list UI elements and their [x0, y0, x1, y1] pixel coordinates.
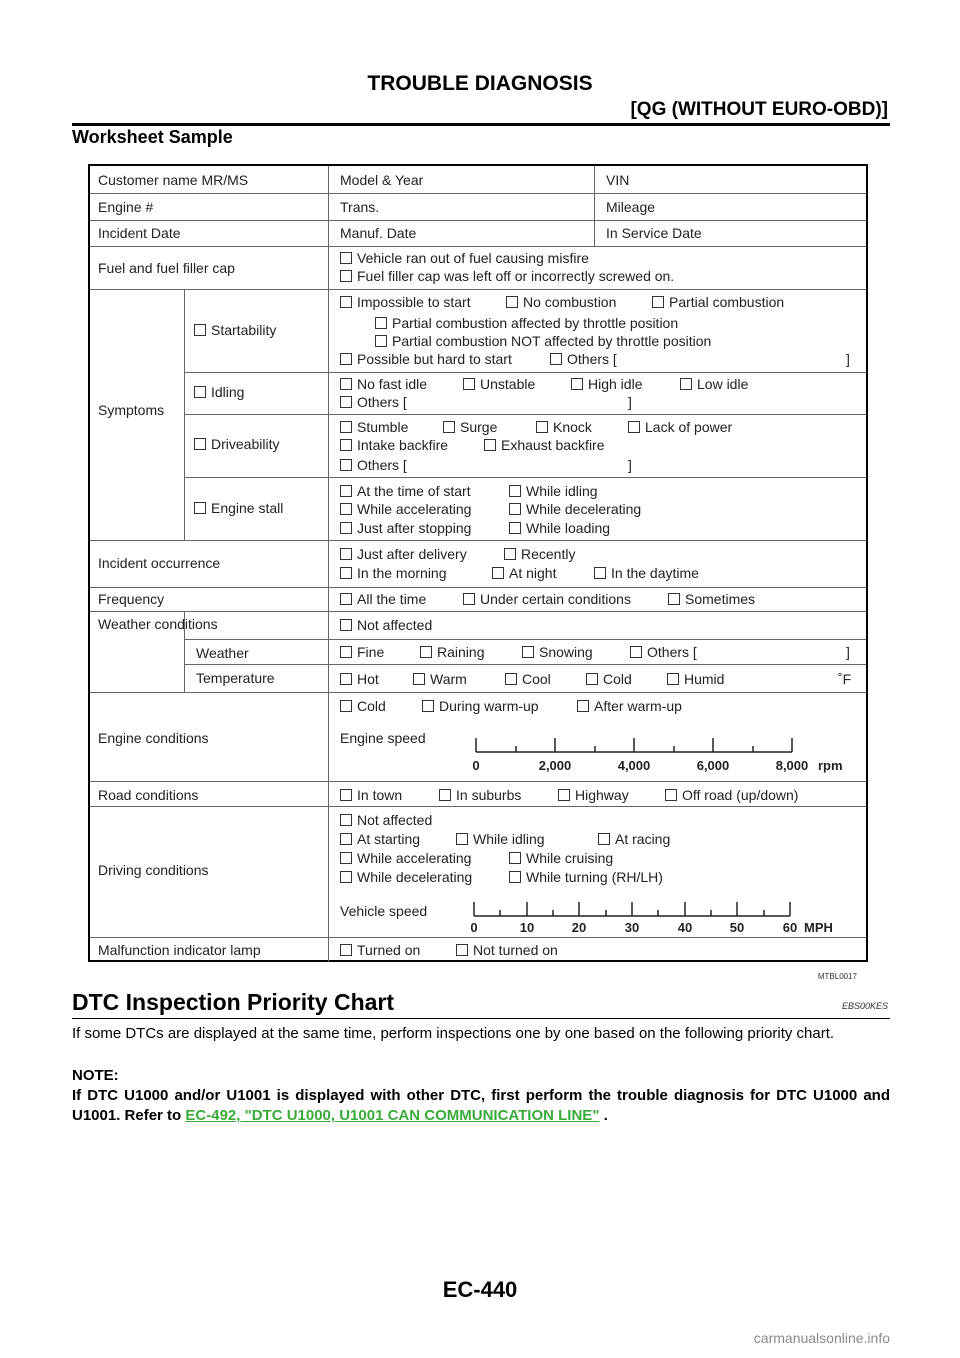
checkbox[interactable]	[194, 324, 206, 336]
worksheet-title: Worksheet Sample	[72, 127, 233, 147]
checkbox[interactable]	[509, 485, 521, 497]
row-divider	[90, 220, 866, 221]
driving-option[interactable]: Not affected	[340, 812, 432, 828]
rpm-tick-label: 0	[472, 758, 480, 773]
driving-conditions-label: Driving conditions	[98, 862, 209, 878]
mph-tick-label: 50	[729, 920, 745, 935]
column-divider	[328, 166, 329, 962]
checkbox[interactable]	[340, 485, 352, 497]
symptoms-label: Symptoms	[98, 402, 165, 418]
frequency-label: Frequency	[98, 591, 165, 607]
checkbox[interactable]	[340, 852, 352, 864]
row-divider	[184, 664, 866, 665]
frequency-option[interactable]: All the time	[340, 591, 426, 607]
checkbox[interactable]	[630, 646, 642, 658]
temperature-option[interactable]: Warm	[413, 671, 467, 687]
driveability-option[interactable]: Driveability	[194, 436, 279, 452]
row-divider	[184, 477, 866, 478]
row-divider	[184, 372, 866, 373]
rpm-unit: rpm	[818, 758, 843, 773]
checkbox[interactable]	[484, 439, 496, 451]
checkbox[interactable]	[340, 700, 352, 712]
start-option[interactable]: Partial combustion	[652, 294, 784, 310]
bracket: ]	[846, 351, 850, 367]
checkbox[interactable]	[550, 353, 562, 365]
checkbox[interactable]	[375, 335, 387, 347]
figure-code: MTBL0017	[817, 972, 857, 981]
temperature-unit: ˚F	[838, 671, 852, 687]
checkbox[interactable]	[194, 438, 206, 450]
checkbox[interactable]	[439, 789, 451, 801]
temperature-option[interactable]: Hot	[340, 671, 379, 687]
checkbox[interactable]	[463, 378, 475, 390]
stall-option[interactable]: While accelerating	[340, 501, 471, 517]
mileage-label: Mileage	[606, 199, 656, 215]
driving-option[interactable]: While turning (RH/LH)	[509, 869, 663, 885]
column-divider	[184, 289, 185, 540]
mil-option[interactable]: Not turned on	[456, 942, 558, 958]
row-divider	[90, 246, 866, 247]
road-option[interactable]: In suburbs	[439, 787, 521, 803]
reference-link[interactable]: EC-492, "DTC U1000, U1001 CAN COMMUNICATION LINE"	[185, 1107, 600, 1124]
checkbox[interactable]	[667, 673, 679, 685]
idling-option[interactable]: Idling	[194, 384, 244, 400]
idle-option[interactable]: Low idle	[680, 376, 748, 392]
model-year-label: Model & Year	[340, 172, 424, 188]
checkbox[interactable]	[413, 673, 425, 685]
startability-option[interactable]: Startability	[194, 322, 276, 338]
mph-unit: MPH	[804, 920, 833, 935]
start-option[interactable]: Possible but hard to start	[340, 351, 512, 367]
drive-option[interactable]: Lack of power	[628, 419, 732, 435]
in-service-date-label: In Service Date	[606, 225, 702, 241]
occurrence-option[interactable]: At night	[492, 565, 556, 581]
page-header-subtitle: [QG (WITHOUT EURO-OBD)]	[630, 99, 888, 120]
engine-conditions-label: Engine conditions	[98, 730, 209, 746]
checkbox[interactable]	[522, 646, 534, 658]
trans-label: Trans.	[340, 199, 380, 215]
checkbox[interactable]	[340, 833, 352, 845]
checkbox[interactable]	[504, 548, 516, 560]
road-option[interactable]: Highway	[558, 787, 629, 803]
checkbox[interactable]	[509, 852, 521, 864]
drive-option[interactable]: Others [	[340, 457, 407, 473]
bracket: ]	[628, 457, 632, 473]
checkbox[interactable]	[340, 396, 352, 408]
driving-option[interactable]: At starting	[340, 831, 420, 847]
checkbox[interactable]	[492, 567, 504, 579]
section-title: DTC Inspection Priority Chart	[72, 989, 395, 1015]
occurrence-option[interactable]: In the daytime	[594, 565, 699, 581]
rpm-tick-label: 6,000	[696, 758, 730, 773]
checkbox[interactable]	[665, 789, 677, 801]
weather-option[interactable]: Others [	[630, 644, 697, 660]
checkbox[interactable]	[340, 459, 352, 471]
drive-option[interactable]: Surge	[443, 419, 497, 435]
checkbox[interactable]	[509, 871, 521, 883]
checkbox[interactable]	[505, 673, 517, 685]
checkbox[interactable]	[340, 522, 352, 534]
mph-tick-label: 0	[470, 920, 478, 935]
header-rule	[72, 123, 890, 126]
bracket: ]	[846, 644, 850, 660]
weather-option[interactable]: Raining	[420, 644, 484, 660]
vehicle-speed-label: Vehicle speed	[340, 903, 428, 919]
row-divider	[184, 639, 866, 640]
mph-tick-label: 20	[571, 920, 587, 935]
driving-option[interactable]: While decelerating	[340, 869, 472, 885]
stall-option[interactable]: Just after stopping	[340, 520, 471, 536]
row-divider	[90, 781, 866, 782]
checkbox[interactable]	[340, 646, 352, 658]
weather-label: Weather	[196, 645, 249, 661]
checkbox[interactable]	[340, 353, 352, 365]
incident-occurrence-label: Incident occurrence	[98, 555, 221, 571]
checkbox[interactable]	[340, 270, 352, 282]
temperature-option[interactable]: Humid	[667, 671, 724, 687]
temperature-option[interactable]: Cold	[586, 671, 632, 687]
customer-name-label: Customer name MR/MS	[98, 172, 249, 188]
checkbox[interactable]	[340, 421, 352, 433]
road-option[interactable]: Off road (up/down)	[665, 787, 798, 803]
checkbox[interactable]	[340, 439, 352, 451]
checkbox[interactable]	[509, 503, 521, 515]
engine-stall-option[interactable]: Engine stall	[194, 500, 283, 516]
checkbox[interactable]	[422, 700, 434, 712]
checkbox[interactable]	[340, 593, 352, 605]
mph-tick-label: 10	[519, 920, 535, 935]
stall-option[interactable]: At the time of start	[340, 483, 471, 499]
note-body	[72, 1086, 890, 1126]
driving-option[interactable]: At racing	[598, 831, 670, 847]
drive-option[interactable]: Knock	[536, 419, 592, 435]
checkbox[interactable]	[668, 593, 680, 605]
checkbox[interactable]	[443, 421, 455, 433]
engine-condition-option[interactable]: Cold	[340, 698, 386, 714]
row-divider	[90, 806, 866, 807]
row-divider	[90, 540, 866, 541]
checkbox[interactable]	[340, 548, 352, 560]
vehicle-speed-scale	[460, 898, 860, 938]
checkbox[interactable]	[194, 502, 206, 514]
checkbox[interactable]	[628, 421, 640, 433]
section-rule	[72, 1018, 890, 1019]
checkbox[interactable]	[340, 252, 352, 264]
checkbox[interactable]	[194, 386, 206, 398]
checkbox[interactable]	[652, 296, 664, 308]
checkbox[interactable]	[340, 619, 352, 631]
temperature-label: Temperature	[196, 670, 275, 686]
mph-tick-label: 30	[624, 920, 640, 935]
column-divider	[594, 166, 595, 246]
checkbox[interactable]	[340, 503, 352, 515]
idle-option[interactable]: Others [	[340, 394, 407, 410]
checkbox[interactable]	[680, 378, 692, 390]
fuel-label: Fuel and fuel filler cap	[98, 260, 235, 276]
start-option[interactable]: Impossible to start	[340, 294, 471, 310]
frequency-option[interactable]: Under certain conditions	[463, 591, 631, 607]
engine-speed-scale	[460, 732, 860, 776]
road-conditions-label: Road conditions	[98, 787, 199, 803]
checkbox[interactable]	[506, 296, 518, 308]
engine-speed-label: Engine speed	[340, 730, 426, 746]
start-option[interactable]: Partial combustion affected by throttle position	[375, 315, 678, 331]
checkbox[interactable]	[340, 871, 352, 883]
weather-option[interactable]: Snowing	[522, 644, 593, 660]
weather-conditions-label: Weather conditions	[98, 616, 218, 632]
fuel-option[interactable]: Vehicle ran out of fuel causing misfire	[340, 250, 589, 266]
note-text: If DTC U1000 and/or U1001 is displayed with other DTC, first perform the trouble diagnosis for DTC U1000 and U1001. Refer to	[72, 1087, 890, 1124]
idle-option[interactable]: High idle	[571, 376, 642, 392]
frequency-option[interactable]: Sometimes	[668, 591, 755, 607]
engine-no-label: Engine #	[98, 199, 154, 215]
checkbox[interactable]	[594, 567, 606, 579]
note-heading: NOTE:	[72, 1067, 119, 1084]
mph-tick-label: 40	[677, 920, 693, 935]
stall-option[interactable]: While loading	[509, 520, 610, 536]
occurrence-option[interactable]: Just after delivery	[340, 546, 467, 562]
manuf-date-label: Manuf. Date	[340, 225, 417, 241]
stall-option[interactable]: While decelerating	[509, 501, 641, 517]
mil-option[interactable]: Turned on	[340, 942, 420, 958]
checkbox[interactable]	[509, 522, 521, 534]
row-divider	[90, 611, 866, 612]
checkbox[interactable]	[420, 646, 432, 658]
note-tail: .	[599, 1107, 608, 1124]
row-divider	[90, 587, 866, 588]
stall-option[interactable]: While idling	[509, 483, 598, 499]
checkbox[interactable]	[558, 789, 570, 801]
incident-date-label: Incident Date	[98, 225, 181, 241]
drive-option[interactable]: Stumble	[340, 419, 408, 435]
start-option[interactable]: Partial combustion NOT affected by throttle position	[375, 333, 711, 349]
watermark: carmanualsonline.info	[753, 1330, 890, 1346]
intro-paragraph: If some DTCs are displayed at the same time, perform inspections one by one based on the following priority chart.	[72, 1025, 835, 1042]
mil-label: Malfunction indicator lamp	[98, 942, 261, 958]
rpm-tick-label: 8,000	[775, 758, 809, 773]
engine-condition-option[interactable]: After warm-up	[577, 698, 682, 714]
idle-option[interactable]: Unstable	[463, 376, 535, 392]
occurrence-option[interactable]: Recently	[504, 546, 575, 562]
rpm-tick-label: 4,000	[617, 758, 651, 773]
checkbox[interactable]	[375, 317, 387, 329]
page-header-title: TROUBLE DIAGNOSIS	[367, 72, 593, 95]
checkbox[interactable]	[340, 673, 352, 685]
driving-option[interactable]: While accelerating	[340, 850, 471, 866]
checkbox[interactable]	[586, 673, 598, 685]
idle-option[interactable]: No fast idle	[340, 376, 427, 392]
checkbox[interactable]	[340, 789, 352, 801]
occurrence-option[interactable]: In the morning	[340, 565, 447, 581]
checkbox[interactable]	[463, 593, 475, 605]
temperature-option[interactable]: Cool	[505, 671, 551, 687]
mph-tick-label: 60	[782, 920, 798, 935]
checkbox[interactable]	[340, 378, 352, 390]
row-divider	[90, 193, 866, 194]
weather-option[interactable]: Fine	[340, 644, 384, 660]
driving-option[interactable]: While cruising	[509, 850, 613, 866]
checkbox[interactable]	[340, 567, 352, 579]
checkbox[interactable]	[340, 944, 352, 956]
start-option[interactable]: Others [	[550, 351, 617, 367]
checkbox[interactable]	[340, 296, 352, 308]
row-divider	[90, 692, 866, 693]
checkbox[interactable]	[598, 833, 610, 845]
rpm-tick-label: 2,000	[538, 758, 572, 773]
section-code: EBS00KES	[841, 1001, 888, 1011]
page-number: EC-440	[442, 1277, 518, 1302]
bracket: ]	[628, 394, 632, 410]
checkbox[interactable]	[340, 814, 352, 826]
driving-option[interactable]: While idling	[456, 831, 545, 847]
worksheet-table	[88, 164, 868, 962]
row-divider	[90, 289, 866, 290]
vin-label: VIN	[606, 172, 630, 188]
drive-option[interactable]: Intake backfire	[340, 437, 448, 453]
checkbox[interactable]	[577, 700, 589, 712]
row-divider	[184, 414, 866, 415]
checkbox[interactable]	[571, 378, 583, 390]
engine-condition-option[interactable]: During warm-up	[422, 698, 539, 714]
checkbox[interactable]	[536, 421, 548, 433]
checkbox[interactable]	[456, 944, 468, 956]
weather-not-affected-option[interactable]: Not affected	[340, 617, 432, 633]
checkbox[interactable]	[456, 833, 468, 845]
start-option[interactable]: No combustion	[506, 294, 616, 310]
fuel-option[interactable]: Fuel filler cap was left off or incorrectly screwed on.	[340, 268, 674, 284]
drive-option[interactable]: Exhaust backfire	[484, 437, 605, 453]
road-option[interactable]: In town	[340, 787, 402, 803]
